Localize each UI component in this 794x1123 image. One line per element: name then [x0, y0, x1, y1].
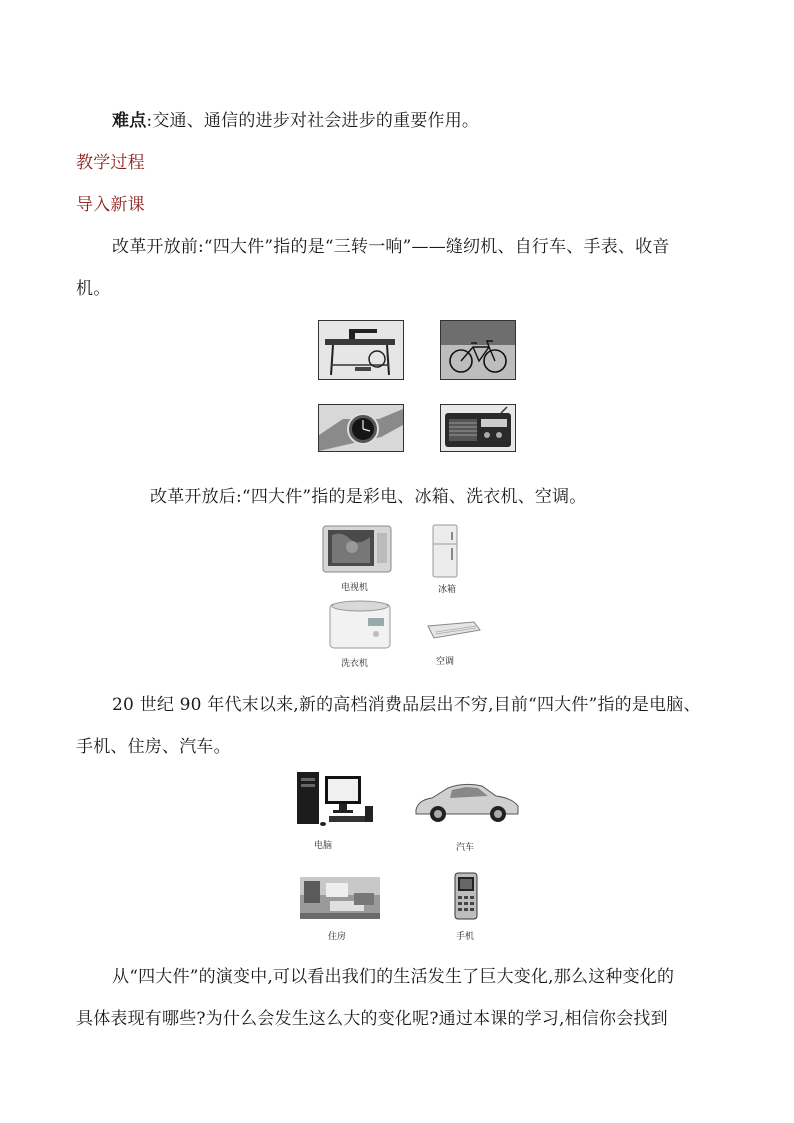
bicycle-image — [440, 320, 516, 380]
para-90s-line1: 20 世纪 90 年代末以来,新的高档消费品层出不穷,目前“四大件”指的是电脑、 — [112, 695, 701, 715]
washer-image — [328, 598, 392, 650]
difficulty-label: 难点 — [112, 111, 147, 131]
caption-fridge: 冰箱 — [438, 585, 457, 595]
phone-image — [454, 872, 478, 920]
caption-ac: 空调 — [436, 657, 455, 667]
caption-house: 住房 — [328, 932, 347, 942]
difficulty-text: :交通、通信的进步对社会进步的重要作用。 — [146, 111, 480, 131]
para-before-line1: 改革开放前:“四大件”指的是“三转一响”——缝纫机、自行车、手表、收音 — [112, 237, 670, 257]
house-image — [300, 877, 380, 919]
tv-image — [322, 525, 392, 575]
fridge-image — [432, 524, 458, 578]
para-final-line2: 具体表现有哪些?为什么会发生这么大的变化呢?通过本课的学习,相信你会找到 — [76, 1009, 668, 1029]
para-final-line1: 从“四大件”的演变中,可以看出我们的生活发生了巨大变化,那么这种变化的 — [112, 967, 675, 987]
radio-image — [440, 404, 516, 452]
caption-computer: 电脑 — [314, 841, 333, 851]
para-after: 改革开放后:“四大件”指的是彩电、冰箱、洗衣机、空调。 — [150, 487, 587, 507]
caption-tv: 电视机 — [341, 583, 369, 593]
car-image — [412, 778, 522, 826]
heading-intro: 导入新课 — [76, 195, 145, 215]
para-90s-line2: 手机、住房、汽车。 — [76, 737, 231, 757]
caption-phone: 手机 — [456, 932, 475, 942]
heading-teaching-process: 教学过程 — [76, 153, 145, 173]
air-conditioner-image — [426, 620, 482, 642]
caption-car: 汽车 — [456, 843, 475, 853]
difficulty-line — [112, 106, 479, 131]
sewing-machine-image — [318, 320, 404, 380]
computer-image — [295, 770, 377, 830]
caption-washer: 洗衣机 — [341, 659, 369, 669]
para-before-line2: 机。 — [76, 279, 111, 299]
wristwatch-image — [318, 404, 404, 452]
